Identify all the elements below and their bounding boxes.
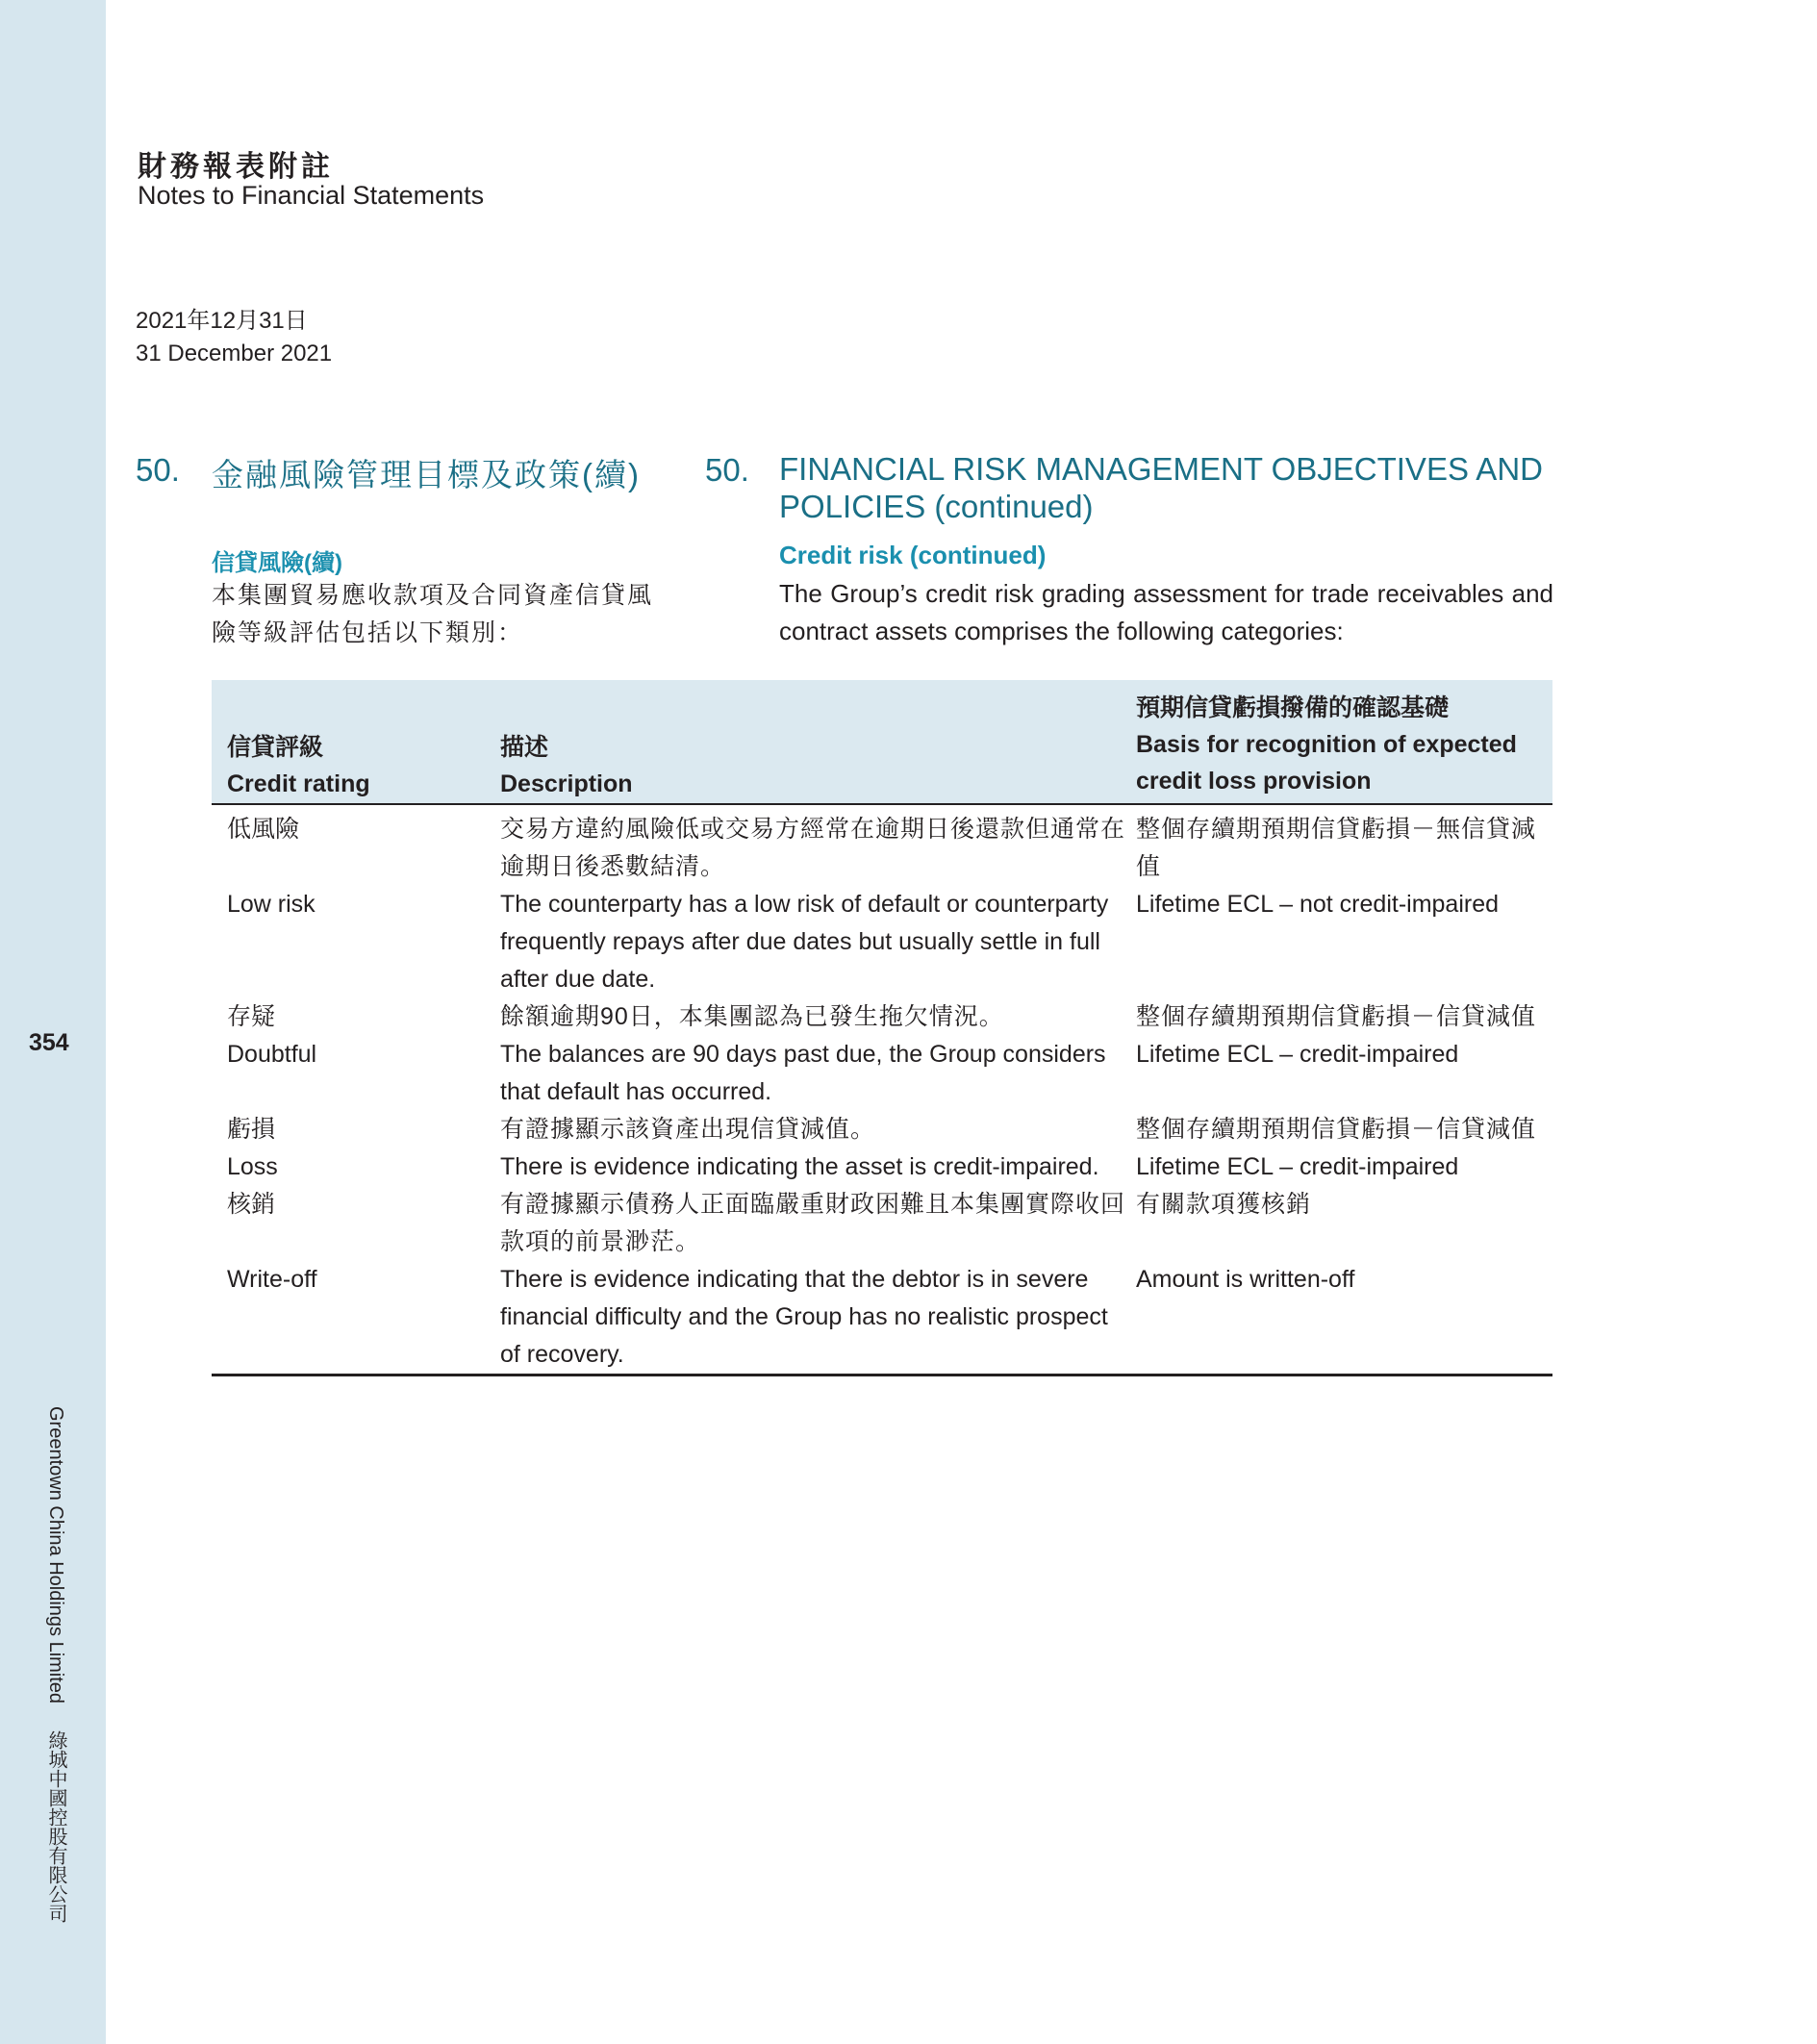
row-loss-rating-en: Loss (227, 1153, 278, 1180)
table-body (212, 805, 1552, 1376)
row-doubtful-basis-en: Lifetime ECL – credit-impaired (1136, 1041, 1459, 1068)
header-rating-cn: 信貸評級 (227, 734, 324, 761)
subheading-cn: 信貸風險(續) (212, 550, 342, 576)
row-doubtful-desc-en: The balances are 90 days past due, the Group considers that default has occurred. (500, 1041, 1106, 1105)
row-loss-rating-cn: 虧損 (227, 1116, 276, 1143)
row-write-off-basis-en: Amount is written-off (1136, 1266, 1355, 1293)
subheading-en: Credit risk (continued) (779, 541, 1047, 569)
header-desc-en: Description (500, 770, 633, 797)
header-title-cn: 財務報表附註 (138, 150, 334, 184)
row-doubtful-rating-en: Doubtful (227, 1041, 317, 1068)
row-write-off-desc-en: There is evidence indicating that the debtor is in severe financial difficulty and the Group has no realistic prospect of recovery. (500, 1266, 1108, 1368)
header-title-en: Notes to Financial Statements (138, 181, 485, 210)
row-low-risk-basis-en: Lifetime ECL – not credit-impaired (1136, 891, 1500, 918)
row-loss-basis-en: Lifetime ECL – credit-impaired (1136, 1153, 1459, 1180)
row-low-risk-desc-en: The counterparty has a low risk of default or counterparty frequently repays after due dates but usually settle in full after due date. (500, 891, 1109, 993)
header-basis (1136, 690, 1517, 799)
row-write-off-basis-cn: 有關款項獲核銷 (1136, 1191, 1312, 1218)
row-low-risk-rating-en: Low risk (227, 891, 315, 918)
table-header (212, 680, 1552, 805)
intro-paragraph-en: The Group’s credit risk grading assessment for trade receivables and contract assets comprises the following categories: (779, 579, 1553, 645)
header-description (500, 729, 633, 802)
row-loss-desc-cn: 有證據顯示該資產出現信貸減值。 (500, 1116, 876, 1143)
date-en: 31 December 2021 (136, 341, 333, 366)
row-low-risk-basis-cn: 整個存續期預期信貸虧損－無信貸減值 (1136, 816, 1537, 880)
header-basis-cn: 預期信貸虧損撥備的確認基礎 (1136, 694, 1450, 721)
header-credit-rating (227, 729, 370, 802)
row-doubtful-desc-cn: 餘額逾期90日，本集團認為已發生拖欠情況。 (500, 1003, 1004, 1030)
row-loss-basis-cn: 整個存續期預期信貸虧損－信貸減值 (1136, 1116, 1537, 1143)
section-title-cn: 金融風險管理目標及政策(續) (212, 457, 641, 492)
section-title-en: FINANCIAL RISK MANAGEMENT OBJECTIVES AND POLICIES (continued) (779, 451, 1543, 524)
row-doubtful-basis-cn: 整個存續期預期信貸虧損－信貸減值 (1136, 1003, 1537, 1030)
section-number-cn: 50. (136, 452, 180, 488)
row-write-off-rating-en: Write-off (227, 1266, 317, 1293)
row-low-risk-rating-cn: 低風險 (227, 816, 300, 843)
header-basis-en-line1: Basis for recognition of expected (1136, 731, 1517, 758)
company-name-cn: 綠城中國控股有限公司 (45, 1729, 66, 1923)
row-write-off-rating-cn: 核銷 (227, 1191, 276, 1218)
row-low-risk-desc-cn: 交易方違約風險低或交易方經常在逾期日後還款但通常在逾期日後悉數結清。 (500, 816, 1126, 880)
page-number: 354 (29, 1029, 69, 1056)
intro-paragraph-cn: 本集團貿易應收款項及合同資產信貸風險等級評估包括以下類別： (212, 582, 654, 646)
header-rating-en: Credit rating (227, 770, 370, 797)
row-loss-desc-en: There is evidence indicating the asset is credit-impaired. (500, 1153, 1099, 1180)
row-doubtful-rating-cn: 存疑 (227, 1003, 276, 1030)
credit-rating-table (212, 680, 1552, 1376)
company-name-vertical (42, 1406, 70, 1923)
header-basis-en-line2: credit loss provision (1136, 768, 1372, 795)
row-write-off-desc-cn: 有證據顯示債務人正面臨嚴重財政困難且本集團實際收回款項的前景渺茫。 (500, 1191, 1126, 1255)
date-cn: 2021年12月31日 (136, 308, 308, 334)
header-desc-cn: 描述 (500, 734, 549, 761)
company-name-en: Greentown China Holdings Limited (45, 1406, 66, 1704)
section-number-en: 50. (705, 452, 749, 488)
